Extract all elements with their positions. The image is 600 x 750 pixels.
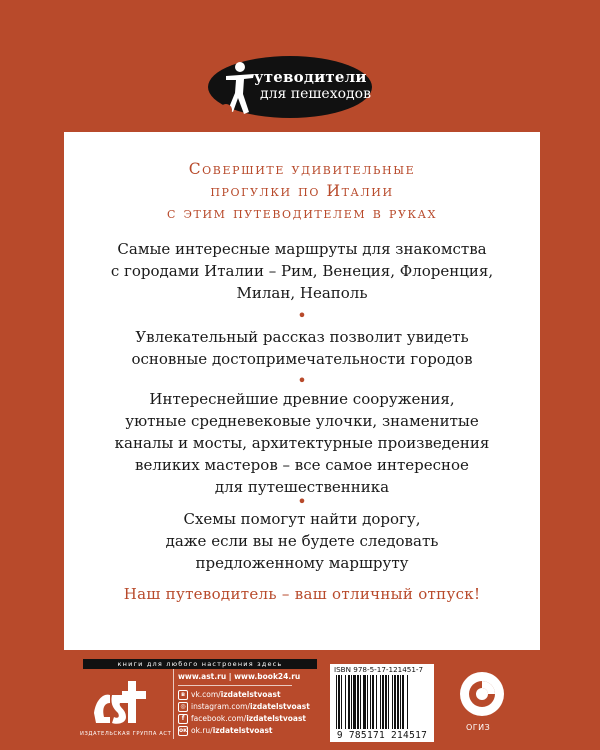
imprint-name: ОГИЗ [466, 723, 491, 732]
series-logo-title: утеводители [254, 68, 367, 86]
social-handle: izdatelstvoast [246, 714, 306, 723]
promo-heading [64, 158, 540, 224]
feature-paragraph-routes [64, 238, 540, 304]
social-prefix: ok.ru/ [191, 726, 213, 735]
ogiz-imprint-logo-icon [458, 670, 506, 718]
ast-publisher-logo-icon [88, 673, 152, 731]
social-prefix: vk.com/ [191, 690, 221, 699]
paragraph-line: для путешественника [214, 478, 390, 496]
barcode-icon [336, 675, 428, 729]
paragraph-line: Увлекательный рассказ позволит увидеть [135, 328, 469, 346]
social-prefix: facebook.com/ [191, 714, 247, 723]
slogan: Наш путеводитель – ваш отличный отпуск! [123, 585, 481, 603]
footer-divider [173, 669, 174, 739]
promo-heading-line: с этим путеводителем в руках [166, 204, 438, 222]
paragraph-line: предложенному маршруту [195, 554, 409, 572]
publisher-websites[interactable]: www.ast.ru | www.book24.ru [178, 672, 301, 681]
facebook-icon: f [178, 714, 188, 724]
footer-rule [178, 685, 292, 686]
promo-heading-line: прогулки по Италии [210, 182, 394, 200]
promo-heading-line: Совершите удивительные [188, 160, 416, 178]
paragraph-line: Схемы помогут найти дорогу, [183, 510, 421, 528]
publisher-caption: ИЗДАТЕЛЬСКАЯ ГРУППА АСТ [80, 731, 172, 737]
separator-bullet: • [297, 371, 307, 390]
series-logo-subtitle: для пешеходов [260, 86, 371, 102]
paragraph-line: Милан, Неаполь [236, 284, 368, 302]
social-prefix: instagram.com/ [191, 702, 250, 711]
series-logo [208, 56, 372, 126]
odnoklassniki-icon: ок [179, 727, 188, 734]
paragraph-line: уютные средневековые улочки, знаменитые [125, 412, 479, 430]
paragraph-line: великих мастеров – все самое интересное [135, 456, 469, 474]
paragraph-line: каналы и мосты, архитектурные произведения [114, 434, 490, 452]
paragraph-line: с городами Италии – Рим, Венеция, Флоренция, [110, 262, 494, 280]
social-handle: izdatelstvoast [220, 690, 281, 699]
paragraph-line: Интереснейшие древние сооружения, [149, 390, 455, 408]
feature-paragraph-sights [64, 388, 540, 498]
social-link-odnoklassniki[interactable] [178, 726, 273, 736]
isbn-number: ISBN 978-5-17-121451-7 [334, 665, 424, 674]
barcode-digits: 9 785171 214517 [336, 730, 428, 741]
footer-tagline: книги для любого настроения здесь [83, 659, 317, 669]
barcode-panel [330, 664, 434, 742]
separator-bullet: • [297, 306, 307, 325]
walking-person-icon [218, 60, 258, 118]
feature-paragraph-story [64, 326, 540, 370]
social-handle: izdatelstvoast [249, 702, 310, 711]
social-link-facebook[interactable] [178, 714, 306, 724]
social-link-vk[interactable] [178, 690, 281, 700]
social-handle: izdatelstvoast [212, 726, 273, 735]
instagram-icon: ◎ [178, 702, 188, 712]
feature-paragraph-maps [64, 508, 540, 574]
social-link-instagram[interactable] [178, 702, 310, 712]
separator-bullet: • [297, 492, 307, 511]
paragraph-line: даже если вы не будете следовать [165, 532, 439, 550]
paragraph-line: Самые интересные маршруты для знакомства [117, 240, 487, 258]
vk-icon: в [178, 690, 188, 700]
paragraph-line: основные достопримечательности городов [131, 350, 473, 368]
